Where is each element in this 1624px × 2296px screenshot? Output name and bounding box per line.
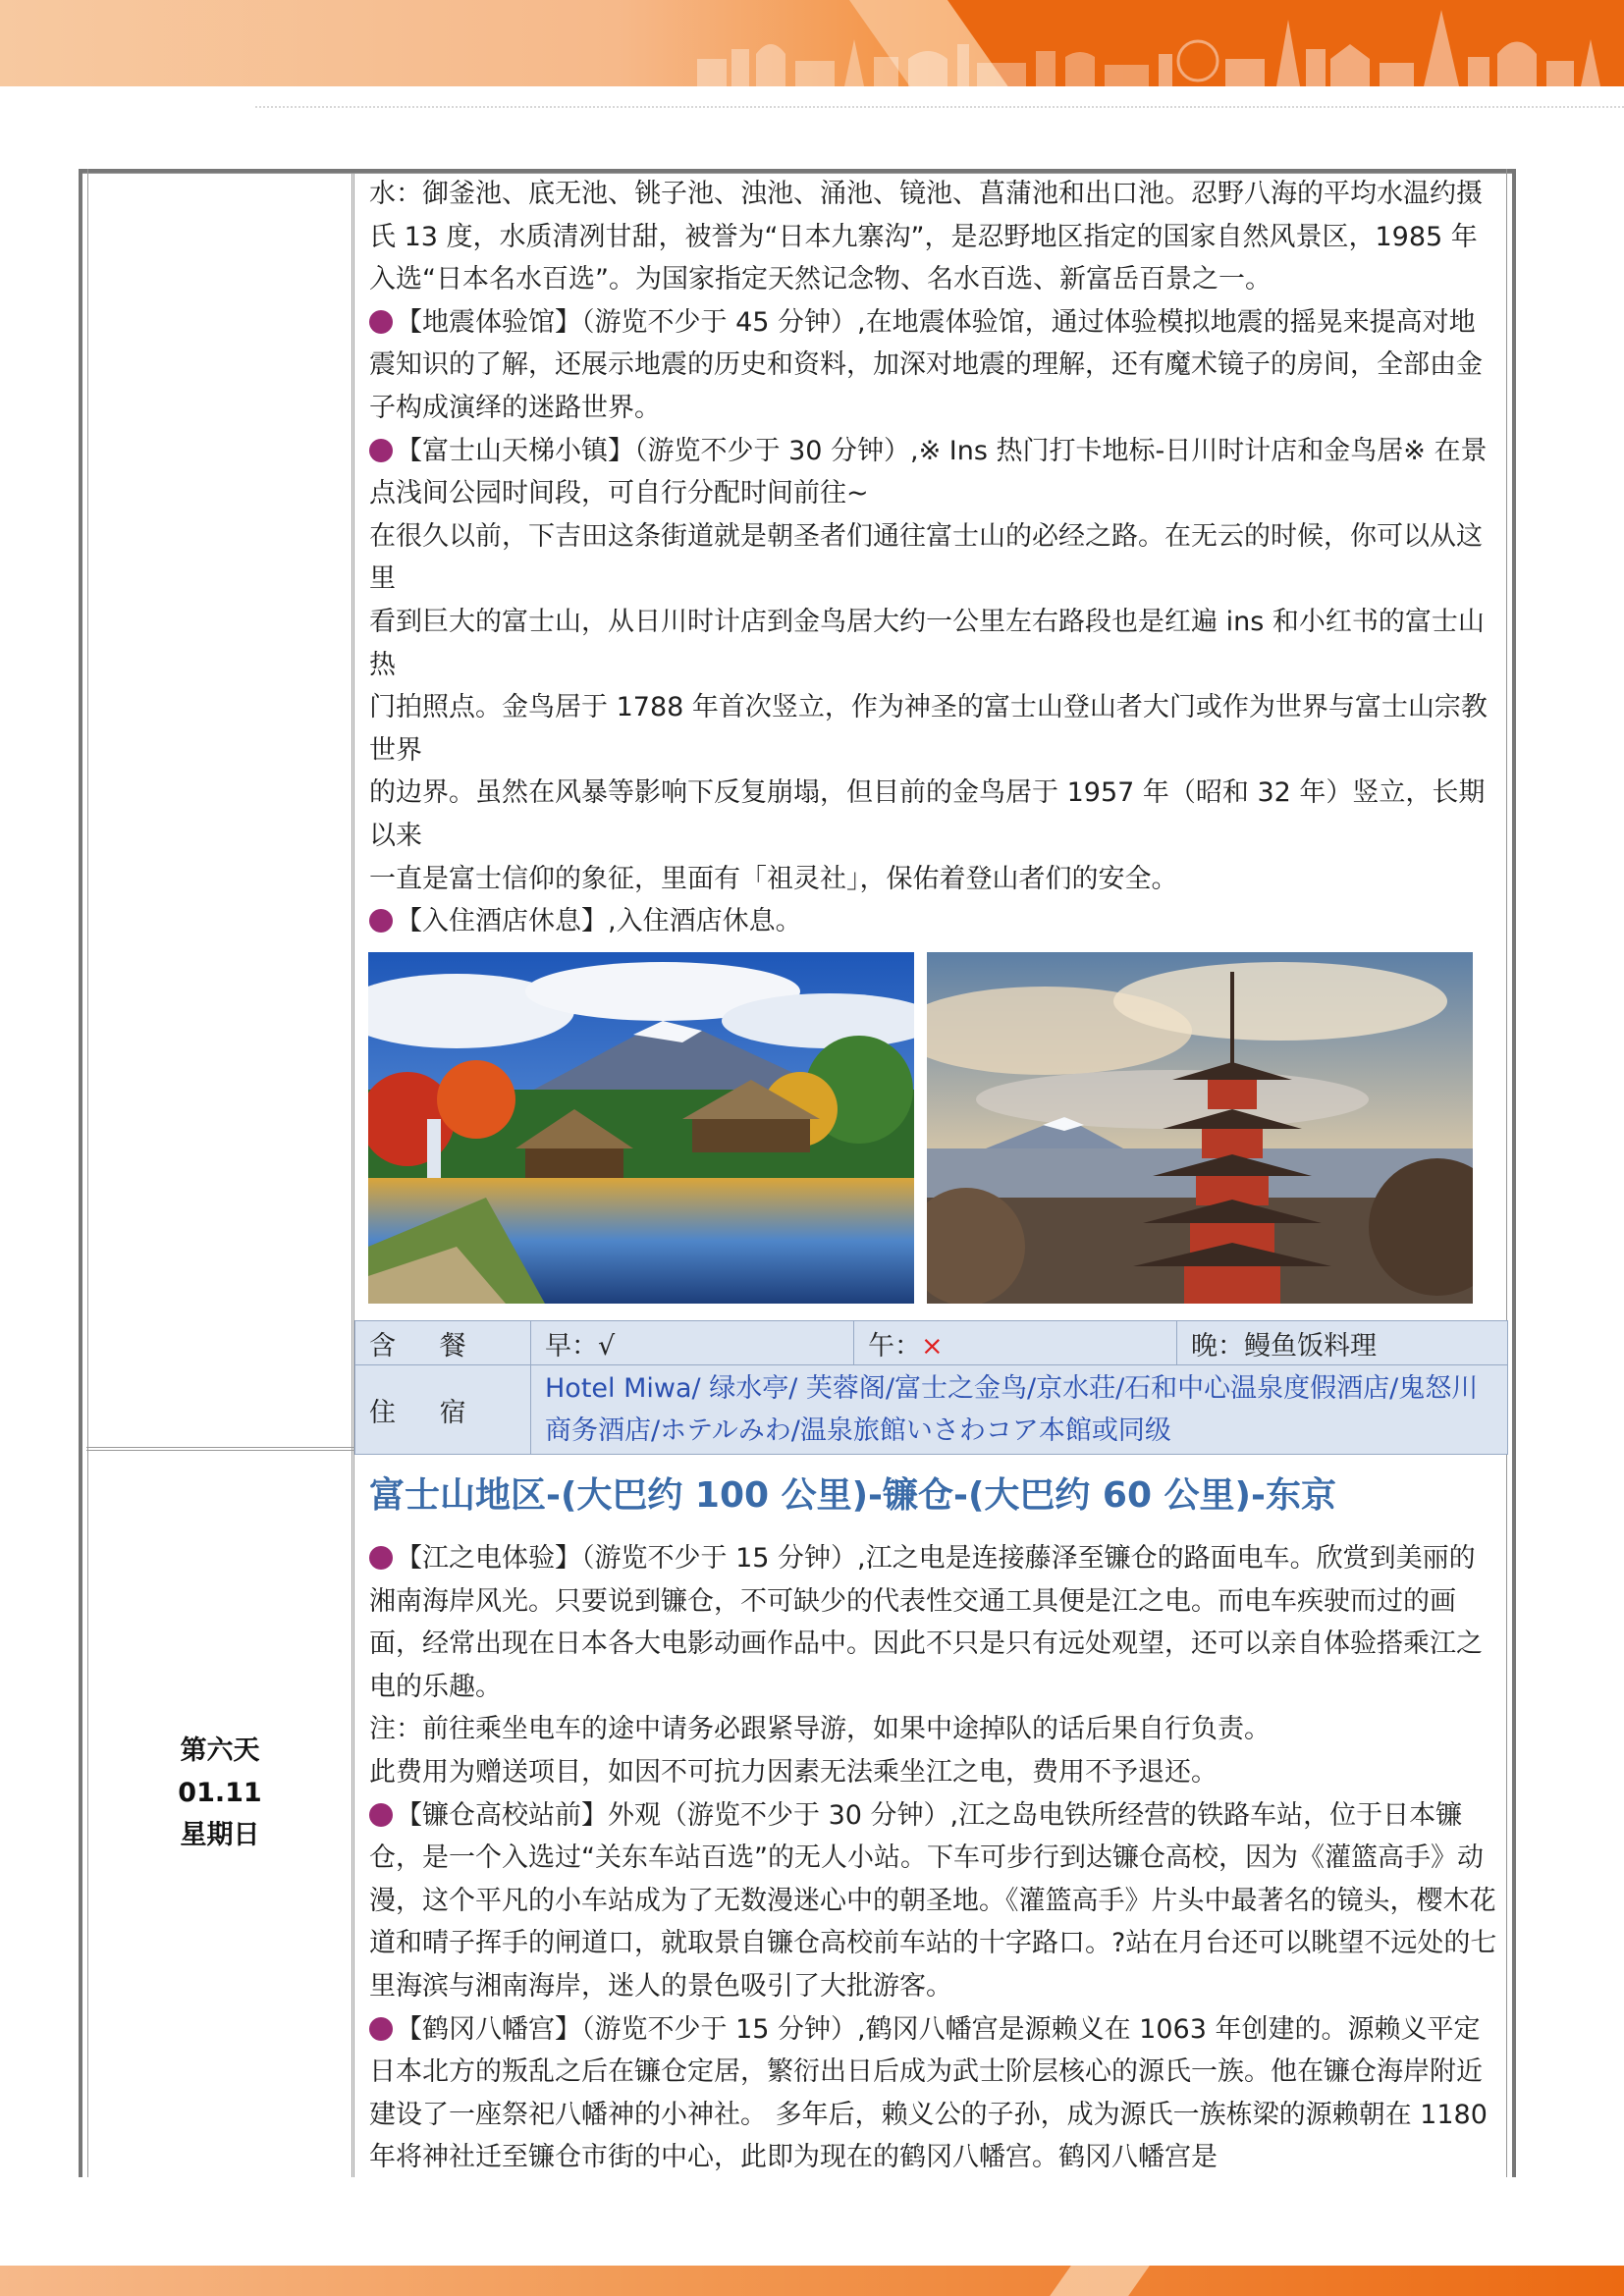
- itinerary-paragraph: [369, 1537, 1498, 1708]
- meals-row: [355, 1321, 1508, 1365]
- paragraph-text: 的边界。虽然在风暴等影响下反复崩塌，但目前的金鸟居于 1957 年（昭和 32 年）竖立，长期以来: [369, 777, 1486, 851]
- footer-stripe: [1050, 2266, 1150, 2296]
- bullet-icon: [369, 1546, 393, 1570]
- paragraph-text: 【地震体验馆】（游览不少于 45 分钟）,在地震体验馆，通过体验模拟地震的摇晃来提高对地震知识的了解，还展示地震的历史和资料，加深对地震的理解，还有魔术镜子的房间，全部由金子构成演绎的迷路世界。: [369, 306, 1483, 423]
- itinerary-paragraph: [369, 430, 1498, 515]
- meals-label: 含 餐: [355, 1321, 531, 1365]
- day-label: [88, 1730, 352, 1856]
- itinerary-paragraph: [369, 515, 1498, 601]
- itinerary-paragraph: [369, 900, 1498, 943]
- day6-itinerary-text: [369, 1537, 1498, 2179]
- day5-itinerary-text: [369, 173, 1498, 943]
- dinner-cell: 晚：鳗鱼饭料理: [1177, 1321, 1508, 1365]
- chureito-pagoda-photo: [927, 952, 1473, 1304]
- paragraph-text: 水：御釜池、底无池、铫子池、浊池、涌池、镜池、菖蒲池和出口池。忍野八海的平均水温约摄氏 13 度，水质清冽甘甜，被誉为“日本九寨沟”，是忍野地区指定的国家自然风景区，1985 年入选“日本名水百选”。为国家指定天然记念物、名水百选、新富岳百景之一。: [369, 179, 1483, 295]
- bullet-icon: [369, 1803, 393, 1827]
- paragraph-text: 门拍照点。金鸟居于 1788 年首次竖立，作为神圣的富士山登山者大门或作为世界与富士山宗教世界: [369, 692, 1488, 766]
- paragraph-text: 一直是富士信仰的象征，里面有「祖灵社」，保佑着登山者们的安全。: [369, 863, 1178, 894]
- breakfast-cell: 早：√: [531, 1321, 854, 1365]
- itinerary-paragraph: [369, 1751, 1498, 1794]
- itinerary-paragraph: [369, 1794, 1498, 2008]
- itinerary-paragraph: [369, 301, 1498, 430]
- paragraph-text: 注：前往乘坐电车的途中请务必跟紧导游，如果中途掉队的话后果自行负责。: [369, 1714, 1271, 1745]
- itinerary-paragraph: [369, 173, 1498, 301]
- paragraph-text: 此费用为赠送项目，如因不可抗力因素无法乘坐江之电，费用不予退还。: [369, 1756, 1218, 1788]
- paragraph-text: 在很久以前，下吉田这条街道就是朝圣者们通往富士山的必经之路。在无云的时候，你可以从这里: [369, 520, 1483, 595]
- paragraph-text: 【入住酒店休息】,入住酒店休息。: [396, 906, 802, 937]
- itinerary-paragraph: [369, 858, 1498, 901]
- day-date: 01.11: [178, 1778, 262, 1808]
- paragraph-text: 【鹤冈八幡宫】（游览不少于 15 分钟）,鹤冈八幡宫是源赖义在 1063 年创建的。源赖义平定日本北方的叛乱之后在镰仓定居，繁衍出日后成为武士阶层核心的源氏一族。他在镰仓海岸附近建设了一座祭祀八幡神的小神社。 多年后，赖义公的子孙，成为源氏一族栋梁的源赖朝在 1180 年将神社迁至镰仓市街的中心，此即为现在的鹤冈八幡宫。鹤冈八幡宫是: [369, 2013, 1488, 2173]
- lunch-prefix: 午：: [868, 1330, 921, 1362]
- oshino-hakkai-photo: [368, 952, 914, 1304]
- itinerary-paragraph: [369, 1708, 1498, 1751]
- lodging-hotels: Hotel Miwa/ 绿水亭/ 芙蓉阁/富士之金鸟/京水荘/石和中心温泉度假酒店/鬼怒川商务酒店/ホテルみわ/温泉旅館いさわコア本館或同级: [531, 1365, 1508, 1455]
- paragraph-text: 【富士山天梯小镇】（游览不少于 30 分钟）,※ Ins 热门打卡地标-日川时计店和金鸟居※ 在景点浅间公园时间段，可自行分配时间前往~: [369, 435, 1488, 509]
- day-route-title: 富士山地区-(大巴约 100 公里)-镰仓-(大巴约 60 公里)-东京: [369, 1475, 1336, 1516]
- itinerary-paragraph: [369, 772, 1498, 857]
- lodging-row: [355, 1365, 1508, 1455]
- itinerary-paragraph: [369, 686, 1498, 772]
- city-skyline-icon: [687, 0, 1624, 86]
- day-number: 第六天: [180, 1735, 260, 1766]
- meals-lodging-table: [354, 1320, 1508, 1455]
- header-banner: [0, 0, 1624, 86]
- bullet-icon: [369, 909, 393, 933]
- itinerary-paragraph: [369, 601, 1498, 686]
- paragraph-text: 【镰仓高校站前】外观（游览不少于 30 分钟）,江之岛电铁所经营的铁路车站，位于日本镰仓，是一个入选过“关东车站百选”的无人小站。下车可步行到达镰仓高校，因为《灌篮高手》动漫，这个平凡的小车站成为了无数漫迷心中的朝圣地。《灌篮高手》片头中最著名的镜头，樱木花道和晴子挥手的闸道口，就取景自镰仓高校前车站的十字路口。?站在月台还可以眺望不远处的七里海滨与湘南海岸，迷人的景色吸引了大批游客。: [369, 1799, 1497, 2002]
- bullet-icon: [369, 439, 393, 462]
- lodging-label: 住 宿: [355, 1365, 531, 1455]
- bullet-icon: [369, 2017, 393, 2041]
- table-border-right: [1506, 169, 1516, 2177]
- table-column-divider: [352, 173, 354, 2177]
- paragraph-text: 【江之电体验】（游览不少于 15 分钟）,江之电是连接藤泽至镰仓的路面电车。欣赏到美丽的湘南海岸风光。只要说到镰仓，不可缺少的代表性交通工具便是江之电。而电车疾驶而过的画面，经常出现在日本各大电影动画作品中。因此不只是只有远处观望，还可以亲自体验搭乘江之电的乐趣。: [369, 1543, 1483, 1702]
- day-weekday: 星期日: [180, 1820, 260, 1850]
- lunch-cell: [854, 1321, 1177, 1365]
- cross-icon: ×: [921, 1330, 944, 1362]
- itinerary-paragraph: [369, 2008, 1498, 2179]
- footer-band: [0, 2266, 1624, 2296]
- header-divider: [255, 106, 1624, 108]
- paragraph-text: 看到巨大的富士山，从日川时计店到金鸟居大约一公里左右路段也是红遍 ins 和小红书的富士山热: [369, 606, 1485, 680]
- table-border-left: [79, 169, 88, 2177]
- bullet-icon: [369, 310, 393, 334]
